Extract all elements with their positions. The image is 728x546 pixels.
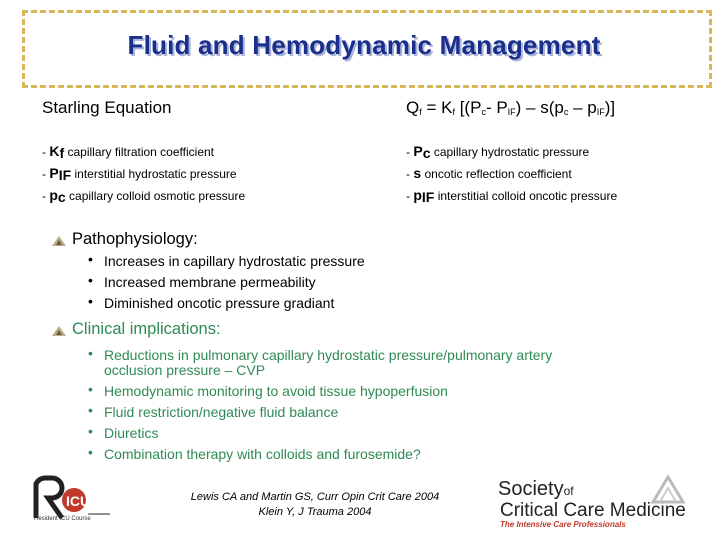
bullet-arrow-icon: [52, 236, 66, 246]
bullet-dot-icon: •: [88, 402, 93, 418]
patho-heading: Pathophysiology:: [72, 230, 198, 248]
svg-text:ICU: ICU: [66, 493, 91, 509]
bullet-dot-icon: •: [88, 423, 93, 439]
clinical-item: Fluid restriction/negative fluid balance: [104, 404, 339, 420]
var-pif: - $P_{IF}$ interstitial hydrostatic pressure: [42, 165, 237, 183]
bullet-dot-icon: •: [88, 444, 93, 460]
citation: [150, 490, 480, 520]
bullet-dot-icon: •: [88, 272, 93, 288]
sccm-emblem-icon: [648, 474, 688, 504]
sccm-logo: [498, 478, 698, 530]
patho-item: Increased membrane permeability: [104, 274, 316, 290]
bullet-dot-icon: •: [88, 345, 93, 361]
patho-item: Diminished oncotic pressure gradiant: [104, 295, 335, 311]
clinical-item: Combination therapy with colloids and furosemide?: [104, 446, 421, 462]
bullet-dot-icon: •: [88, 251, 93, 267]
var-s: - s oncotic reflection coefficient: [406, 165, 572, 181]
var-pc-colloid: - $p_c$ capillary colloid osmotic pressure: [42, 187, 246, 205]
clinical-heading: Clinical implications:: [72, 320, 221, 338]
bullet-arrow-icon: [52, 326, 66, 336]
bullet-dot-icon: •: [88, 381, 93, 397]
sccm-line2: Critical Care Medicine: [500, 500, 686, 521]
starling-label: Starling Equation: [42, 98, 172, 117]
patho-item: Increases in capillary hydrostatic pressure: [104, 253, 365, 269]
var-pc: - $P_c$ capillary hydrostatic pressure: [406, 143, 590, 161]
clinical-item-cont: occlusion pressure – CVP: [104, 362, 266, 378]
var-pif-oncotic: - $p_{IF}$ interstitial colloid oncotic pressure: [406, 187, 618, 205]
clinical-item: Diuretics: [104, 425, 159, 441]
page-title: Fluid and Hemodynamic Management: [127, 30, 601, 60]
ricu-logo: [32, 474, 112, 524]
citation-line2: Klein Y, J Trauma 2004: [258, 506, 372, 518]
sccm-line1: Societyof: [498, 478, 574, 500]
sccm-tagline: The Intensive Care Professionals: [500, 520, 626, 529]
starling-equation: $Q_f = K_f$ [($P_c-$ $P_{IF}) - s(p_c - p_{IF})$]: [406, 98, 616, 117]
clinical-item: Hemodynamic monitoring to avoid tissue hypoperfusion: [104, 383, 448, 399]
var-kf: - $K_f$ capillary filtration coefficient: [42, 143, 214, 161]
bullet-dot-icon: •: [88, 293, 93, 309]
clinical-item: Reductions in pulmonary capillary hydrostatic pressure/pulmonary artery: [104, 347, 553, 363]
citation-line1: Lewis CA and Martin GS, Curr Opin Crit Care 2004: [190, 491, 440, 503]
ricu-caption: Resident ICU Course: [34, 516, 91, 522]
